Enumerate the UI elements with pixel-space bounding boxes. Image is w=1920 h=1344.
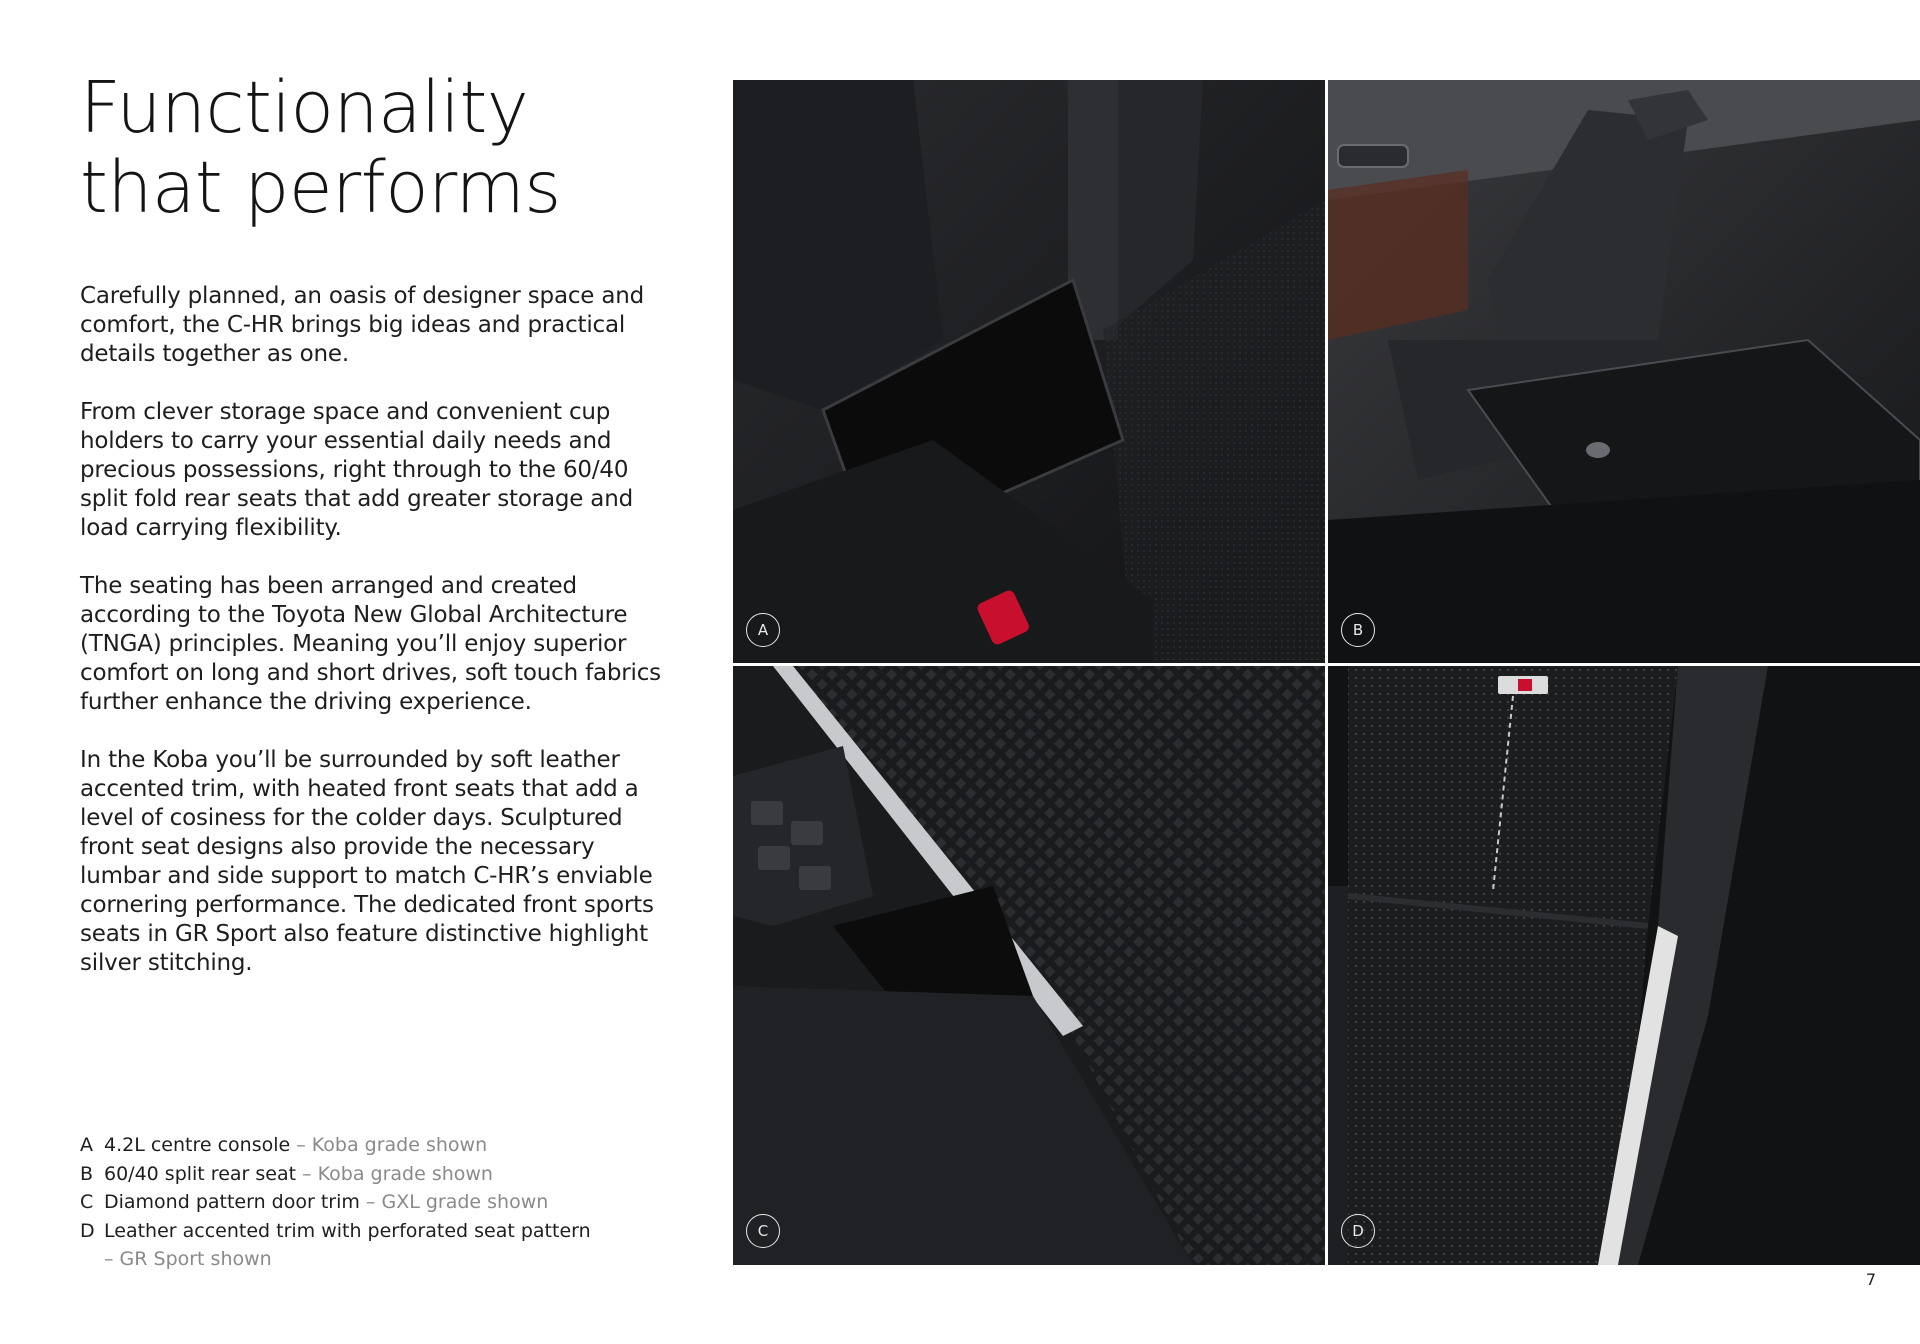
caption-text [104,1131,487,1160]
door-trim-photo [733,666,1325,1265]
rear-seat-illustration [1328,80,1920,663]
caption-grade: – Koba grade shown [296,1162,493,1185]
caption-text [104,1160,493,1189]
caption-title: Diamond pattern door trim [104,1191,360,1213]
body-paragraph: The seating has been arranged and created according to the Toyota New Global Architecture (TNGA) principles. Meaning you’ll enjoy superior comfort on long and short drives, soft touch fabrics further enhance the driving experience. [80,573,661,715]
caption-text [104,1188,548,1217]
caption-item [80,1131,700,1160]
caption-title: 60/40 split rear seat [104,1162,297,1185]
photo-label-badge: C [746,1214,780,1248]
page-number: 7 [1865,1270,1876,1289]
leather-seat-illustration [1328,666,1920,1265]
body-paragraph: From clever storage space and convenient cup holders to carry your essential daily needs and precious possessions, right through to the 60/40 split fold rear seats that add greater storage and load carrying flexibility. [80,399,633,541]
caption-grade: – GR Sport shown [104,1248,272,1270]
caption-letter: C [80,1191,94,1213]
caption-item [80,1160,700,1189]
caption-letter: B [80,1162,94,1185]
photo-captions [80,1131,700,1274]
page-title [80,68,680,228]
photo-label-badge: D [1341,1214,1375,1248]
leather-seat-photo [1328,666,1920,1265]
body-copy [80,282,680,1007]
caption-title: 4.2L centre console [104,1134,291,1156]
caption-grade: – GXL grade shown [359,1191,549,1213]
rear-seat-photo [1328,80,1920,663]
caption-item [80,1217,700,1274]
centre-console-illustration [733,80,1325,663]
page-title-line-2: that performs [80,146,561,229]
body-paragraph: Carefully planned, an oasis of designer space and comfort, the C-HR brings big ideas and practical details together as one. [80,283,645,367]
centre-console-photo [733,80,1325,663]
caption-item [80,1188,700,1217]
caption-letter: D [80,1219,95,1242]
body-paragraph: In the Koba you’ll be surrounded by soft leather accented trim, with heated front seats that add a level of cosiness for the colder days. Sculptured front seat designs also provide the necessary lumbar and side support to match C-HR’s enviable cornering performance. The dedicated front sports seats in GR Sport also feature distinctive highlight silver stitching. [80,747,654,976]
caption-letter: A [80,1134,93,1156]
caption-grade: – Koba grade shown [290,1134,488,1156]
photo-grid [733,80,1920,1265]
photo-label-badge: A [746,613,780,647]
page-title-line-1: Functionality [80,66,529,149]
photo-label-badge: B [1341,613,1375,647]
caption-title: Leather accented trim with perforated seat pattern [104,1219,591,1242]
door-trim-illustration [733,666,1325,1265]
